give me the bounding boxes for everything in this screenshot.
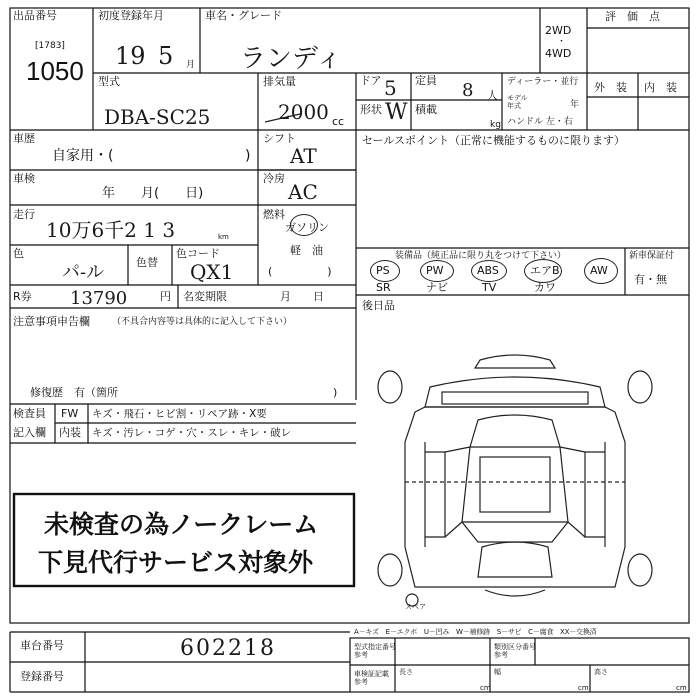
- entry-label: 記入欄: [13, 426, 46, 439]
- history-close: ): [245, 148, 251, 164]
- int-text: キズ・汚レ・コゲ・穴・スレ・キレ・破レ: [92, 427, 292, 439]
- inspection-label: 車検: [13, 172, 35, 185]
- new-car-label: 新車保証付: [629, 251, 675, 261]
- notes-hint: （不具合内容等は具体的に記入して下さい）: [112, 317, 293, 327]
- color-change-label: 色替: [136, 256, 158, 269]
- new-car-value: 有・無: [634, 273, 667, 286]
- ac-value: AC: [288, 180, 318, 204]
- spare-label: スペア: [405, 603, 426, 611]
- month-unit: 月: [186, 60, 196, 70]
- equip-aw-circle: [584, 258, 618, 284]
- fuel-gas: ガソリン: [285, 221, 329, 234]
- drive-dot: ・: [557, 37, 567, 47]
- height-cm: cm: [676, 684, 687, 692]
- equip-leather: カワ: [534, 281, 556, 294]
- model-label: 型式: [98, 75, 120, 88]
- lot-label: 出品番号: [13, 9, 57, 22]
- model-value: DBA-SC25: [104, 105, 211, 129]
- equip-airbag-circle: [524, 259, 562, 283]
- equip-tv: TV: [482, 281, 497, 294]
- doors-label: ドア: [360, 74, 382, 87]
- notice-line2: 下見代行サービス対象外: [38, 549, 314, 577]
- name-change-label: 名変期限: [183, 290, 227, 303]
- length-label: 長さ: [399, 668, 413, 676]
- car-name: ランディ: [240, 44, 342, 74]
- load-label: 積載: [415, 103, 437, 116]
- dimension-label: 車検証記載 参考: [354, 670, 389, 686]
- mileage-value: 10万6千2 1 3: [46, 218, 176, 242]
- later-docs-label: 後日品: [362, 299, 395, 312]
- width-label: 幅: [494, 668, 501, 676]
- cc-unit: cc: [332, 115, 345, 128]
- equip-sr: SR: [376, 281, 391, 294]
- equip-pw: PW: [426, 264, 444, 277]
- first-reg-month: 5: [158, 42, 174, 70]
- drive-2wd: 2WD: [545, 24, 572, 37]
- fuel-label: 燃料: [263, 208, 285, 221]
- recycle-label: R券: [13, 290, 32, 303]
- shift-label: シフト: [263, 132, 296, 145]
- equip-pw-circle: [420, 260, 454, 282]
- category-label: 類別区分番号 参考: [494, 643, 536, 659]
- notes-label: 注意事項申告欄: [13, 315, 90, 328]
- reg-label: 登録番号: [20, 670, 64, 683]
- int-label: 内装: [59, 426, 81, 439]
- grade-label: 評 価 点: [605, 10, 660, 23]
- equip-abs: ABS: [477, 264, 499, 277]
- interior-label: 内 装: [644, 81, 677, 94]
- equip-abs-circle: [471, 260, 507, 282]
- shape-value: W: [385, 100, 408, 125]
- length-cm: cm: [480, 684, 491, 692]
- year-unit: 年: [570, 100, 580, 110]
- name-change-template: 月 日: [280, 290, 324, 303]
- model-year-label: モデル 年式: [507, 94, 528, 110]
- inspection-template: 年 月( 日): [102, 186, 204, 201]
- lot-code: [1783]: [35, 41, 65, 51]
- drive-4wd: 4WD: [545, 47, 572, 60]
- color-value: パ-ル: [62, 262, 105, 283]
- equip-navi: ナビ: [426, 281, 448, 294]
- color-label: 色: [13, 247, 24, 260]
- shift-value: AT: [290, 144, 317, 168]
- km-unit: km: [218, 233, 229, 241]
- history-label: 車歴: [13, 132, 35, 145]
- repair-label: 修復歴 有（箇所: [30, 386, 118, 399]
- model-designation-label: 型式指定番号 参考: [354, 643, 396, 659]
- first-reg-year: 19: [115, 42, 146, 70]
- color-code-label: 色コード: [176, 247, 220, 260]
- car-name-label: 車名・グレード: [205, 9, 282, 22]
- shape-label: 形状: [360, 103, 382, 116]
- sales-points-label: セールスポイント（正常に機能するものに限ります）: [362, 134, 626, 147]
- person-unit: 人: [487, 89, 498, 102]
- history-value: 自家用・(: [52, 148, 114, 164]
- yen-unit: 円: [160, 290, 171, 303]
- equip-ps-circle: [370, 260, 400, 282]
- handle-label: ハンドル 左・右: [507, 117, 573, 127]
- chassis-label: 車台番号: [20, 639, 64, 652]
- fw-text: キズ・飛石・ヒビ割・リペア跡・X要: [92, 408, 267, 420]
- equipment-label: 装備品（純正品に限り丸をつけて下さい）: [395, 251, 567, 261]
- equip-ps: PS: [376, 264, 390, 277]
- color-code-value: QX1: [190, 260, 234, 284]
- recycle-value: 13790: [70, 288, 128, 309]
- dealer-label: ディーラー・並行: [507, 77, 579, 87]
- doors-value: 5: [384, 76, 397, 100]
- capacity-value: 8: [462, 80, 474, 101]
- mileage-label: 走行: [13, 208, 35, 221]
- first-reg-label: 初度登録年月: [98, 9, 164, 22]
- width-cm: cm: [578, 684, 589, 692]
- notice-line1: 未検査の為ノークレーム: [44, 511, 319, 539]
- lot-number: 1050: [26, 56, 84, 86]
- equip-airbag: エアB: [530, 264, 560, 277]
- displacement-label: 排気量: [263, 75, 296, 88]
- fuel-light: 軽 油: [290, 244, 323, 257]
- displacement-value: 2000: [278, 100, 329, 124]
- equip-aw: AW: [590, 264, 608, 277]
- fuel-gas-circle: [290, 214, 318, 236]
- repair-close: ): [333, 386, 338, 399]
- fw-label: FW: [61, 407, 79, 420]
- ac-label: 冷房: [263, 172, 285, 185]
- chassis-value: 602218: [180, 636, 276, 661]
- exterior-label: 外 装: [594, 81, 627, 94]
- fuel-paren: ( ): [268, 265, 332, 278]
- inspector-label: 検査員: [13, 407, 46, 420]
- height-label: 高さ: [594, 668, 608, 676]
- kg-unit: kg: [490, 120, 501, 130]
- legend: A－キズ E－エクボ U－凹み W－補修跡 S－サビ C－腐食 XX－交換済: [354, 628, 597, 636]
- car-damage-diagram: [370, 352, 660, 614]
- capacity-label: 定員: [415, 74, 437, 87]
